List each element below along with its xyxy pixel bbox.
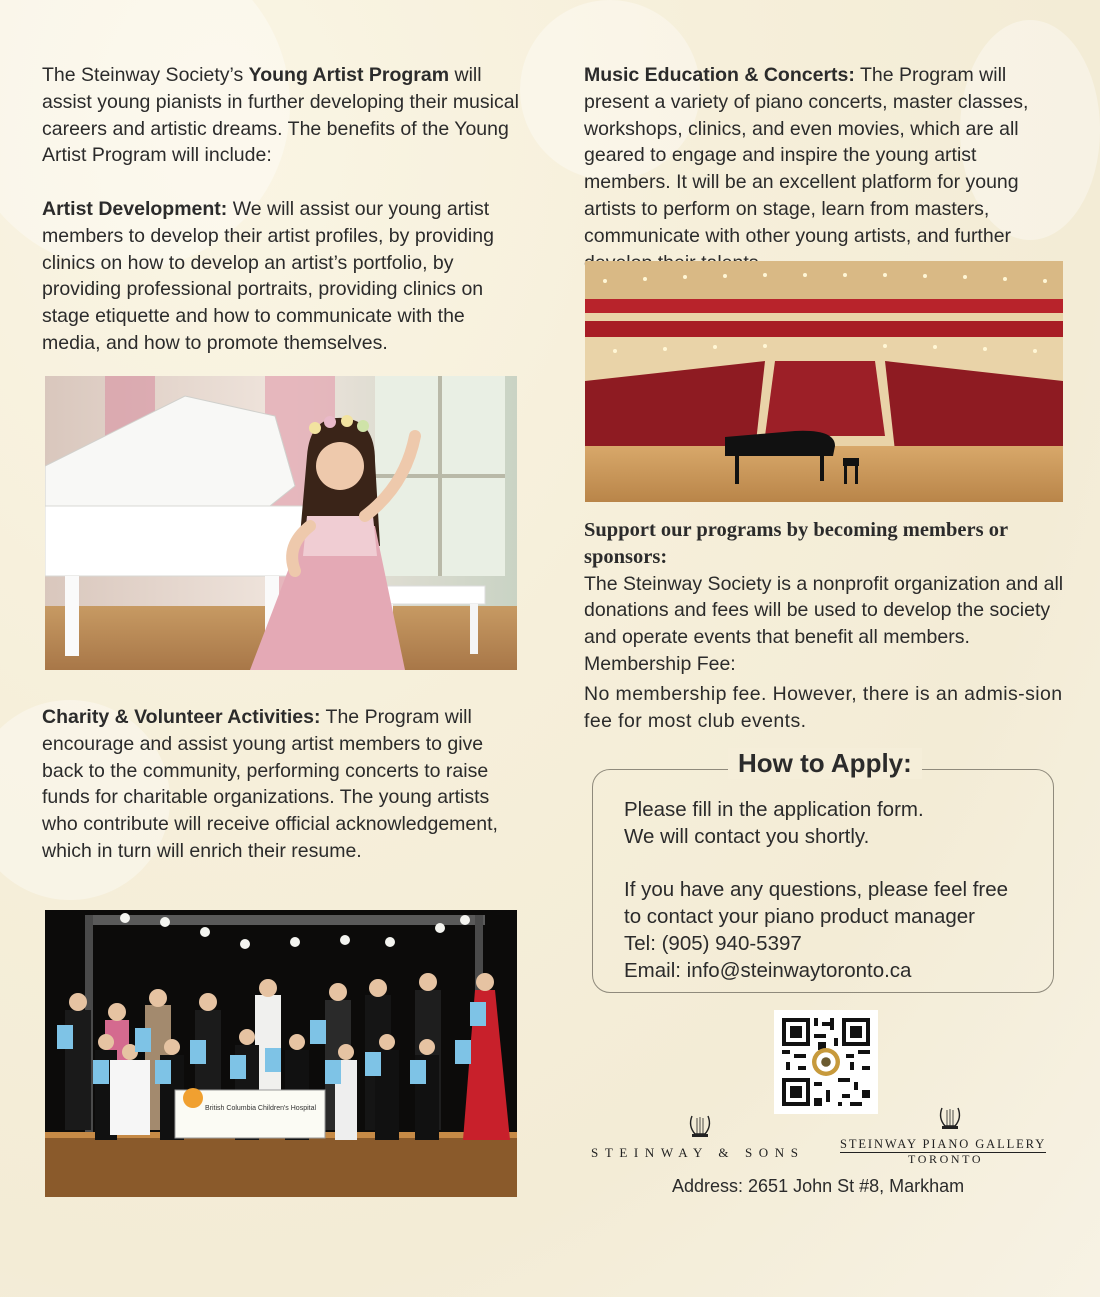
apply-contact-note: If you have any questions, please feel free (624, 878, 1009, 901)
qr-code[interactable] (774, 1010, 878, 1114)
contact-phone[interactable]: Tel: (905) 940-5397 (624, 932, 802, 955)
right-column (584, 62, 1064, 276)
music-education-paragraph (584, 62, 1064, 276)
cheque-banner-text: British Columbia Children's Hospital (205, 1105, 317, 1112)
artist-development-heading: Artist Development: (42, 197, 228, 220)
music-education-text: The Program will present a variety of piano concerts, master classes, workshops, clinics, and even movies, which are all geared to engage and inspire the young artist members. It will be an excellent platform for young artists to perform on stage, learn from masters, communicate with other young artists, and further (584, 64, 1029, 247)
photo-girl-at-piano (45, 376, 517, 670)
membership-fee-text: No membership fee. However, there is an admis-sion fee for most club events. (584, 682, 1063, 732)
intro-text: will assist young pianists in further developing their musical careers and artistic dreams. The benefits of the Young Artist Program will include: (42, 64, 519, 167)
how-to-apply-title: How to Apply: (728, 748, 922, 779)
gallery-lyre-icon (936, 1104, 964, 1139)
address: Address: 2651 John St #8, Markham (672, 1176, 965, 1196)
apply-instruction: Please fill in the application form. (624, 798, 924, 821)
intro-text: The Steinway Society’s (42, 64, 249, 86)
left-column (42, 62, 522, 357)
intro-paragraph (42, 62, 522, 169)
program-name: Young Artist Program (248, 64, 450, 86)
gallery-logo-text: STEINWAY PIANO GALLERY (840, 1137, 1047, 1151)
music-education-heading: Music Education & Concerts: (584, 64, 855, 86)
photo-concert-hall (585, 261, 1063, 502)
support-heading-wrap (584, 517, 1064, 571)
apply-contact-note: to contact your piano product manager (624, 905, 975, 928)
support-heading: Support our programs by becoming members or sponsors: (584, 519, 1008, 568)
charity-text: The Program will encourage and assist young artist members to give back to the community, performing concerts to raise funds for charitable organizations. The young artists who contribute will receive official acknowledgement, which in turn will enrich their resume. (42, 706, 498, 862)
contact-email[interactable]: Email: info@steinwaytoronto.ca (624, 959, 912, 982)
steinway-sons-logo-text: STEINWAY & SONS (591, 1145, 805, 1160)
charity-column (42, 704, 522, 865)
charity-heading: Charity & Volunteer Activities: (42, 706, 321, 728)
steinway-lyre-icon (686, 1112, 714, 1147)
support-text: The Steinway Society is a nonprofit organization and all donations and fees will be used to develop the society and operate events that benefit all members. (584, 572, 1064, 649)
charity-paragraph (42, 704, 522, 865)
membership-fee-label: Membership Fee: (584, 652, 736, 675)
artist-development-paragraph (42, 196, 522, 357)
apply-instruction: We will contact you shortly. (624, 825, 870, 848)
support-section (584, 517, 1064, 734)
gallery-logo-subtext: TORONTO (908, 1152, 984, 1166)
photo-children-concert-group (45, 910, 517, 1197)
artist-development-text: We will assist our young artist members to develop their artist profiles, by providing clinics on how to develop an artist’s portfolio, by providing professional portraits, providing clinics on stage etiquette and how to communicate with the media, and how to promote themselves. (42, 197, 494, 354)
